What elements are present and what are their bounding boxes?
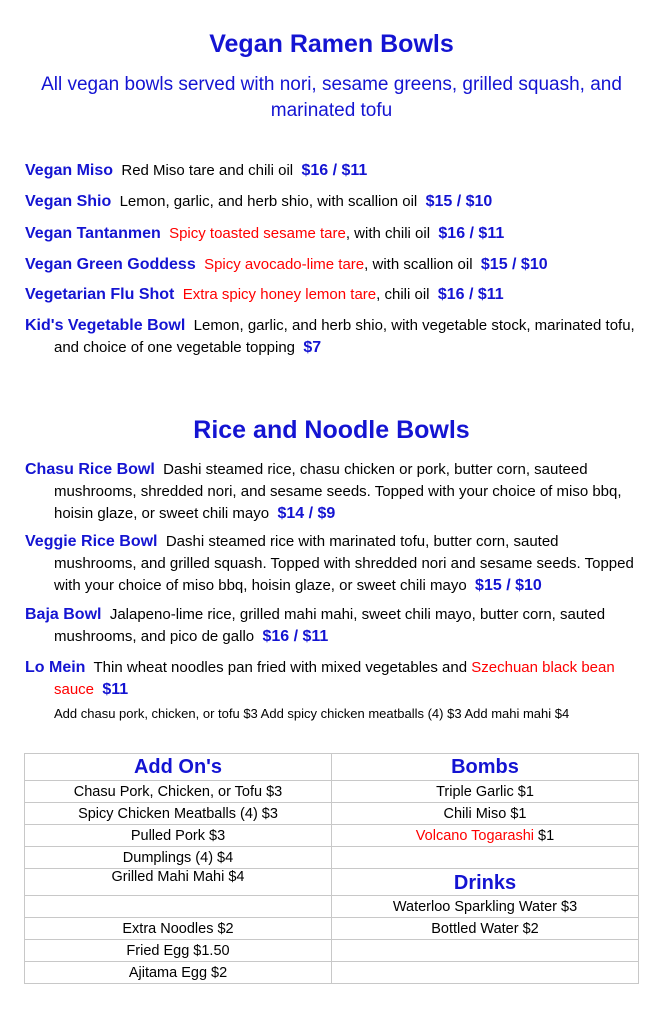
item-price: $15 / $10 <box>475 577 542 594</box>
item-description-spicy: Extra spicy honey lemon tare <box>182 286 377 303</box>
item-price: $15 / $10 <box>480 256 548 273</box>
addons-header: Add On's <box>25 754 332 781</box>
ramen-section-title: Vegan Ramen Bowls <box>209 30 454 58</box>
item-description: , with chili oil <box>345 225 431 242</box>
bomb-item: Triple Garlic $1 <box>332 781 639 803</box>
item-name: Chasu Rice Bowl <box>25 461 155 478</box>
ramen-section-subtitle: All vegan bowls served with nori, sesame greens, grilled squash, and marinated tofu <box>41 74 622 121</box>
empty-cell <box>332 847 639 869</box>
empty-cell <box>25 896 332 918</box>
item-price: $14 / $9 <box>277 505 336 522</box>
addon-item: Fried Egg $1.50 <box>25 940 332 962</box>
rice-section-title: Rice and Noodle Bowls <box>193 416 470 444</box>
item-name: Vegan Miso <box>25 162 114 179</box>
menu-item <box>25 191 635 213</box>
item-name: Vegetarian Flu Shot <box>25 286 175 303</box>
item-name: Vegan Green Goddess <box>25 256 196 273</box>
item-description: Dashi steamed rice, chasu chicken or pork, butter corn, sauteed mushrooms, shredded nori, and sesame seeds. Topped with your choice of miso bbq, hoisin glaze, or sweet chili mayo <box>54 461 622 522</box>
item-name: Veggie Rice Bowl <box>25 533 158 550</box>
drink-item: Bottled Water $2 <box>332 918 639 940</box>
item-price: $7 <box>303 339 322 356</box>
menu-item <box>25 284 635 306</box>
item-description: Dashi steamed rice with marinated tofu, butter corn, sauted mushrooms, and grilled squash. Topped with shredded nori and sesame seeds. Topped with your choice of miso bbq, hoisin glaze, or sweet chili mayo <box>54 533 634 594</box>
item-price: $16 / $11 <box>438 225 505 242</box>
addon-item: Extra Noodles $2 <box>25 918 332 940</box>
bombs-header: Bombs <box>332 754 639 781</box>
item-description-spicy: Spicy avocado-lime tare <box>204 256 365 273</box>
addon-item: Spicy Chicken Meatballs (4) $3 <box>25 803 332 825</box>
add-protein-note: Add chasu pork, chicken, or tofu $3 Add spicy chicken meatballs (4) $3 Add mahi mahi $4 <box>54 706 570 721</box>
item-name: Vegan Shio <box>25 193 112 210</box>
addon-item: Dumplings (4) $4 <box>25 847 332 869</box>
bomb-item <box>332 825 639 847</box>
drink-item: Waterloo Sparkling Water $3 <box>332 896 639 918</box>
item-price: $16 / $11 <box>301 162 368 179</box>
item-name: Baja Bowl <box>25 606 102 623</box>
item-price: $16 / $11 <box>262 628 329 645</box>
drinks-header: Drinks <box>332 869 639 896</box>
item-description-spicy: Spicy toasted sesame tare <box>169 225 346 242</box>
item-price: $15 / $10 <box>425 193 493 210</box>
item-description: Lemon, garlic, and herb shio, with scallion oil <box>119 193 418 210</box>
item-description: Red Miso tare and chili oil <box>121 162 294 179</box>
item-name: Vegan Tantanmen <box>25 225 161 242</box>
addon-item: Grilled Mahi Mahi $4 <box>25 869 332 896</box>
menu-item <box>25 315 635 359</box>
empty-cell <box>332 940 639 962</box>
item-price: $16 / $11 <box>437 286 504 303</box>
item-description-spicy: Szechuan black bean sauce <box>54 659 615 698</box>
addon-item: Pulled Pork $3 <box>25 825 332 847</box>
item-description: , with scallion oil <box>364 256 473 273</box>
addons-bombs-drinks-table <box>24 753 639 984</box>
menu-item <box>25 459 635 525</box>
item-description: Lemon, garlic, and herb shio, with vegetable stock, marinated tofu, and choice of one vegetable topping <box>54 317 635 356</box>
empty-cell <box>332 962 639 984</box>
menu-item <box>25 223 635 245</box>
item-description: Thin wheat noodles pan fried with mixed vegetables and <box>93 659 468 676</box>
addon-item: Chasu Pork, Chicken, or Tofu $3 <box>25 781 332 803</box>
item-price: $11 <box>102 681 129 698</box>
bomb-item: Chili Miso $1 <box>332 803 639 825</box>
menu-item <box>25 657 635 701</box>
item-name: Lo Mein <box>25 659 86 676</box>
bomb-spicy-name: Volcano Togarashi <box>415 827 535 844</box>
item-description: Jalapeno-lime rice, grilled mahi mahi, sweet chili mayo, butter corn, sauted mushrooms, and pico de gallo <box>54 606 606 645</box>
addon-item: Ajitama Egg $2 <box>25 962 332 984</box>
item-description: , chili oil <box>376 286 430 303</box>
menu-item <box>25 160 635 182</box>
menu-item <box>25 604 635 648</box>
menu-item <box>25 254 635 276</box>
menu-item <box>25 531 635 597</box>
bomb-spicy-price: $1 <box>534 827 555 844</box>
item-name: Kid's Vegetable Bowl <box>25 317 186 334</box>
